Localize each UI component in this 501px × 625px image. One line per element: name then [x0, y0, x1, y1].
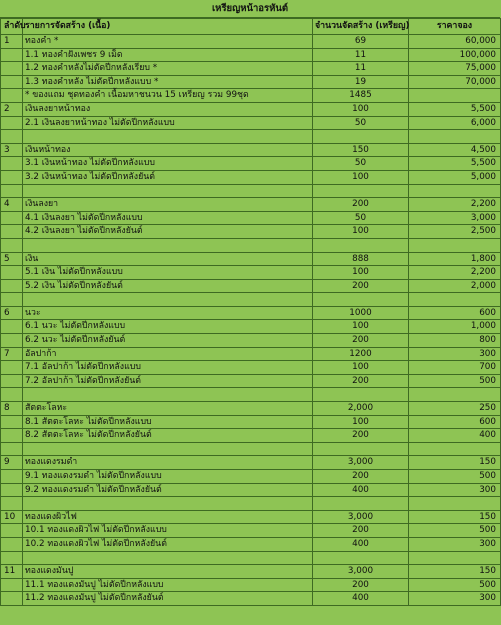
- row-item: [23, 184, 313, 198]
- row-item: 6.2 นวะ ไม่ตัดปีกหลังยันต์: [23, 334, 313, 348]
- row-no: [1, 442, 23, 456]
- row-no: 1: [1, 35, 23, 49]
- row-price: 60,000: [409, 35, 501, 49]
- row-qty: [313, 293, 409, 307]
- row-item: 7.1 อัลปาก้า ไม่ตัดปีกหลังแบบ: [23, 361, 313, 375]
- row-item: 8.1 สัตตะโลหะ ไม่ตัดปีกหลังแบบ: [23, 415, 313, 429]
- table-row: [1, 429, 501, 443]
- row-price: [409, 184, 501, 198]
- row-item: สัตตะโลหะ: [23, 402, 313, 416]
- row-qty: 400: [313, 483, 409, 497]
- row-price: 600: [409, 306, 501, 320]
- row-no: [1, 184, 23, 198]
- table-row: [1, 184, 501, 198]
- table-row: [1, 442, 501, 456]
- row-item: นวะ: [23, 306, 313, 320]
- row-qty: [313, 238, 409, 252]
- row-price: [409, 388, 501, 402]
- row-price: 1,000: [409, 320, 501, 334]
- row-item: 1.3 ทองคำหลัง ไม่ตัดปีกหลังแบบ *: [23, 75, 313, 89]
- row-price: 300: [409, 592, 501, 606]
- table-row: [1, 510, 501, 524]
- row-item: 10.1 ทองแดงผิวไฟ ไม่ตัดปีกหลังแบบ: [23, 524, 313, 538]
- row-no: [1, 75, 23, 89]
- row-item: 9.1 ทองแดงรมดำ ไม่ตัดปีกหลังแบบ: [23, 470, 313, 484]
- header-price: ราคาจอง: [409, 19, 501, 35]
- table-header-row: [1, 19, 501, 35]
- row-no: [1, 537, 23, 551]
- table-row: [1, 415, 501, 429]
- row-price: [409, 551, 501, 565]
- row-qty: [313, 130, 409, 144]
- row-no: [1, 48, 23, 62]
- row-qty: [313, 388, 409, 402]
- row-price: 6,000: [409, 116, 501, 130]
- row-price: 500: [409, 578, 501, 592]
- row-item: เงิน: [23, 252, 313, 266]
- table-row: [1, 225, 501, 239]
- table-row: [1, 551, 501, 565]
- row-no: 4: [1, 198, 23, 212]
- row-price: 500: [409, 374, 501, 388]
- row-price: 800: [409, 334, 501, 348]
- row-price: 3,000: [409, 211, 501, 225]
- row-item: เงินลงยา: [23, 198, 313, 212]
- row-qty: 100: [313, 361, 409, 375]
- table-row: [1, 456, 501, 470]
- row-no: [1, 320, 23, 334]
- table-row: [1, 75, 501, 89]
- row-no: [1, 157, 23, 171]
- table-row: [1, 62, 501, 76]
- row-price: 2,200: [409, 266, 501, 280]
- row-no: [1, 429, 23, 443]
- table-row: [1, 130, 501, 144]
- row-item: [23, 130, 313, 144]
- row-item: [23, 238, 313, 252]
- row-no: 8: [1, 402, 23, 416]
- row-price: 400: [409, 429, 501, 443]
- row-qty: 1000: [313, 306, 409, 320]
- row-item: เงินหน้าทอง: [23, 143, 313, 157]
- row-no: [1, 497, 23, 511]
- row-price: 300: [409, 347, 501, 361]
- row-price: 700: [409, 361, 501, 375]
- row-qty: 19: [313, 75, 409, 89]
- row-qty: 100: [313, 266, 409, 280]
- row-price: 150: [409, 510, 501, 524]
- row-qty: 1200: [313, 347, 409, 361]
- table-row: [1, 306, 501, 320]
- row-qty: [313, 551, 409, 565]
- row-qty: 1485: [313, 89, 409, 103]
- row-qty: 2,000: [313, 402, 409, 416]
- row-qty: 50: [313, 116, 409, 130]
- table-row: [1, 157, 501, 171]
- row-qty: 100: [313, 102, 409, 116]
- table-row: [1, 35, 501, 49]
- row-price: 150: [409, 565, 501, 579]
- table-row: [1, 347, 501, 361]
- row-no: [1, 551, 23, 565]
- table-row: [1, 483, 501, 497]
- row-item: 11.1 ทองแดงมันปู ไม่ตัดปีกหลังแบบ: [23, 578, 313, 592]
- row-no: 7: [1, 347, 23, 361]
- row-price: [409, 442, 501, 456]
- row-price: [409, 497, 501, 511]
- row-qty: 100: [313, 225, 409, 239]
- table-row: [1, 279, 501, 293]
- row-item: 3.2 เงินหน้าทอง ไม่ตัดปีกหลังยันต์: [23, 170, 313, 184]
- row-qty: [313, 497, 409, 511]
- row-price: 500: [409, 470, 501, 484]
- table-row: [1, 211, 501, 225]
- row-qty: 200: [313, 524, 409, 538]
- table-row: [1, 402, 501, 416]
- table-row: [1, 116, 501, 130]
- row-no: [1, 361, 23, 375]
- row-price: 2,500: [409, 225, 501, 239]
- row-qty: 69: [313, 35, 409, 49]
- row-item: 8.2 สัตตะโลหะ ไม่ตัดปีกหลังยันต์: [23, 429, 313, 443]
- row-qty: 200: [313, 578, 409, 592]
- table-row: [1, 388, 501, 402]
- row-price: [409, 89, 501, 103]
- row-qty: 400: [313, 592, 409, 606]
- table-row: [1, 89, 501, 103]
- row-item: ทองแดงรมดำ: [23, 456, 313, 470]
- row-no: [1, 116, 23, 130]
- row-qty: 200: [313, 470, 409, 484]
- table-row: [1, 102, 501, 116]
- table-row: [1, 320, 501, 334]
- row-no: 5: [1, 252, 23, 266]
- row-no: 6: [1, 306, 23, 320]
- row-item: [23, 442, 313, 456]
- table-row: [1, 497, 501, 511]
- row-qty: 3,000: [313, 456, 409, 470]
- row-price: [409, 293, 501, 307]
- row-qty: 200: [313, 429, 409, 443]
- table-row: [1, 524, 501, 538]
- row-item: 4.2 เงินลงยา ไม่ตัดปีกหลังยันต์: [23, 225, 313, 239]
- row-qty: 200: [313, 374, 409, 388]
- row-no: 10: [1, 510, 23, 524]
- table-row: [1, 198, 501, 212]
- table-row: [1, 293, 501, 307]
- row-no: [1, 279, 23, 293]
- row-price: 5,000: [409, 170, 501, 184]
- row-item: * ของแถม ชุดทองคำ เนื้อมหาชนวน 15 เหรียญ รวม 99ชุด: [23, 89, 313, 103]
- price-table: [0, 18, 501, 606]
- row-no: [1, 483, 23, 497]
- row-qty: 3,000: [313, 510, 409, 524]
- row-no: [1, 334, 23, 348]
- row-item: 7.2 อัลปาก้า ไม่ตัดปีกหลังยันต์: [23, 374, 313, 388]
- row-no: 2: [1, 102, 23, 116]
- row-qty: [313, 184, 409, 198]
- sheet-title: เหรียญหน้าอรหันต์: [0, 0, 500, 18]
- row-item: 5.1 เงิน ไม่ตัดปีกหลังแบบ: [23, 266, 313, 280]
- row-no: [1, 170, 23, 184]
- header-item: รายการจัดสร้าง (เนื้อ): [23, 19, 313, 35]
- row-no: [1, 130, 23, 144]
- table-row: [1, 470, 501, 484]
- row-no: 3: [1, 143, 23, 157]
- row-item: [23, 551, 313, 565]
- row-price: 2,000: [409, 279, 501, 293]
- row-no: [1, 592, 23, 606]
- table-row: [1, 565, 501, 579]
- row-qty: 888: [313, 252, 409, 266]
- row-no: [1, 415, 23, 429]
- row-price: 2,200: [409, 198, 501, 212]
- table-row: [1, 578, 501, 592]
- table-row: [1, 170, 501, 184]
- row-qty: 200: [313, 279, 409, 293]
- row-no: [1, 374, 23, 388]
- row-item: 1.2 ทองคำหลังไม่ตัดปีกหลังเรียบ *: [23, 62, 313, 76]
- row-qty: 100: [313, 170, 409, 184]
- row-item: [23, 497, 313, 511]
- row-no: [1, 62, 23, 76]
- row-no: [1, 238, 23, 252]
- row-item: 10.2 ทองแดงผิวไฟ ไม่ตัดปีกหลังยันต์: [23, 537, 313, 551]
- row-no: [1, 266, 23, 280]
- header-qty: จำนวนจัดสร้าง (เหรียญ): [313, 19, 409, 35]
- row-item: [23, 388, 313, 402]
- row-qty: 200: [313, 334, 409, 348]
- row-qty: 50: [313, 211, 409, 225]
- row-no: [1, 470, 23, 484]
- table-row: [1, 266, 501, 280]
- row-item: 6.1 นวะ ไม่ตัดปีกหลังแบบ: [23, 320, 313, 334]
- row-qty: 150: [313, 143, 409, 157]
- table-row: [1, 252, 501, 266]
- row-item: 2.1 เงินลงยาหน้าทอง ไม่ตัดปีกหลังแบบ: [23, 116, 313, 130]
- row-no: [1, 388, 23, 402]
- row-qty: 200: [313, 198, 409, 212]
- row-item: อัลปาก้า: [23, 347, 313, 361]
- row-price: 1,800: [409, 252, 501, 266]
- row-no: 9: [1, 456, 23, 470]
- row-no: [1, 524, 23, 538]
- row-price: 100,000: [409, 48, 501, 62]
- row-no: 11: [1, 565, 23, 579]
- row-price: 300: [409, 537, 501, 551]
- row-price: 70,000: [409, 75, 501, 89]
- row-price: 250: [409, 402, 501, 416]
- row-qty: 100: [313, 320, 409, 334]
- row-price: 4,500: [409, 143, 501, 157]
- row-price: 500: [409, 524, 501, 538]
- row-price: 75,000: [409, 62, 501, 76]
- table-row: [1, 592, 501, 606]
- row-no: [1, 211, 23, 225]
- row-price: [409, 238, 501, 252]
- row-price: 300: [409, 483, 501, 497]
- row-qty: 11: [313, 62, 409, 76]
- row-item: 4.1 เงินลงยา ไม่ตัดปีกหลังแบบ: [23, 211, 313, 225]
- row-item: เงินลงยาหน้าทอง: [23, 102, 313, 116]
- row-qty: 50: [313, 157, 409, 171]
- row-qty: 11: [313, 48, 409, 62]
- row-qty: 3,000: [313, 565, 409, 579]
- row-no: [1, 293, 23, 307]
- row-no: [1, 89, 23, 103]
- row-price: 600: [409, 415, 501, 429]
- row-price: 5,500: [409, 157, 501, 171]
- table-row: [1, 374, 501, 388]
- row-item: 3.1 เงินหน้าทอง ไม่ตัดปีกหลังแบบ: [23, 157, 313, 171]
- row-item: ทองแดงผิวไฟ: [23, 510, 313, 524]
- row-item: ทองแดงมันปู: [23, 565, 313, 579]
- row-qty: [313, 442, 409, 456]
- header-no: ลำดับ: [1, 19, 23, 35]
- row-qty: 100: [313, 415, 409, 429]
- row-price: 150: [409, 456, 501, 470]
- table-row: [1, 143, 501, 157]
- row-item: 5.2 เงิน ไม่ตัดปีกหลังยันต์: [23, 279, 313, 293]
- row-item: 9.2 ทองแดงรมดำ ไม่ตัดปีกหลังยันต์: [23, 483, 313, 497]
- row-item: 11.2 ทองแดงมันปู ไม่ตัดปีกหลังยันต์: [23, 592, 313, 606]
- row-item: [23, 293, 313, 307]
- row-item: 1.1 ทองคำฝังเพชร 9 เม็ด: [23, 48, 313, 62]
- row-price: 5,500: [409, 102, 501, 116]
- table-row: [1, 334, 501, 348]
- row-no: [1, 225, 23, 239]
- row-no: [1, 578, 23, 592]
- table-row: [1, 238, 501, 252]
- table-row: [1, 537, 501, 551]
- table-row: [1, 48, 501, 62]
- table-row: [1, 361, 501, 375]
- row-price: [409, 130, 501, 144]
- row-qty: 400: [313, 537, 409, 551]
- row-item: ทองคำ *: [23, 35, 313, 49]
